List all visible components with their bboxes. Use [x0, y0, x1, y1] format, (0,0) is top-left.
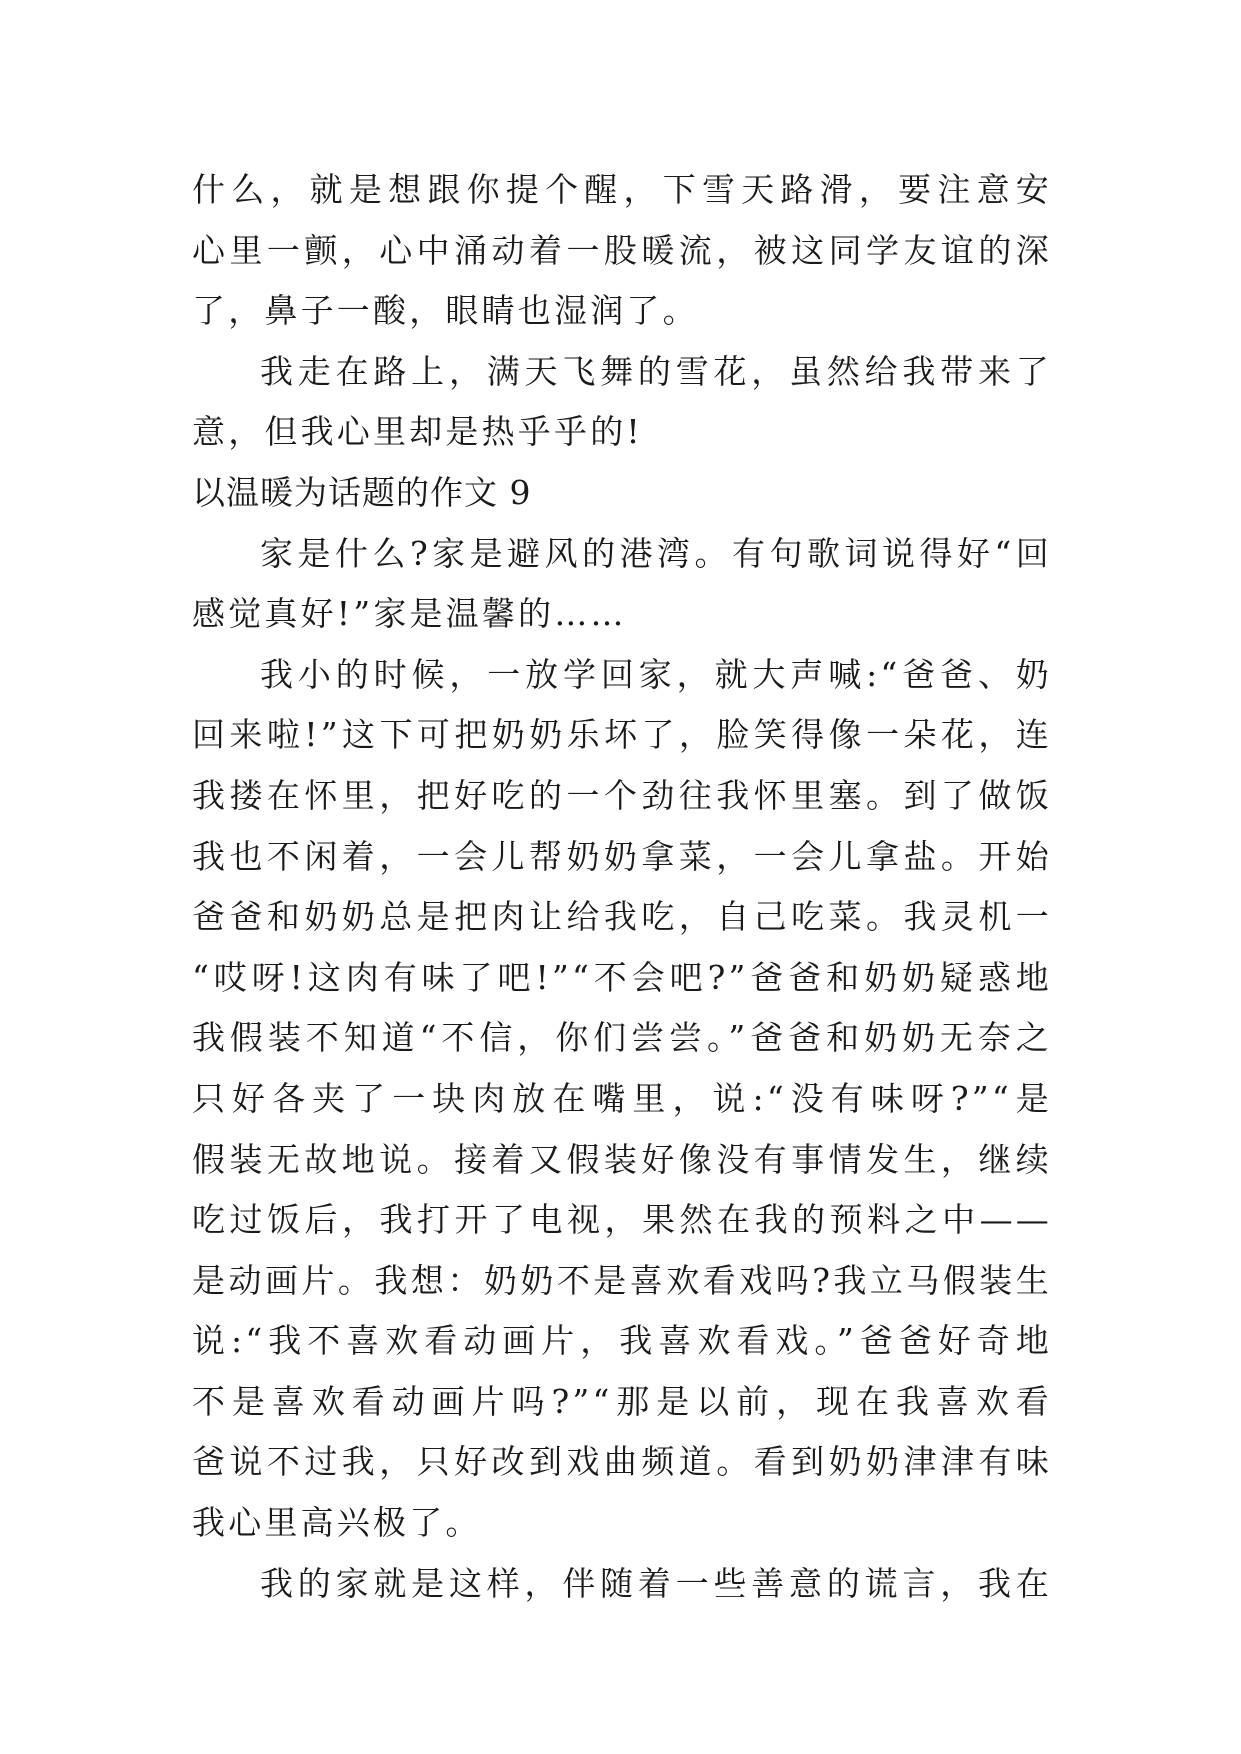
text-line: 爸爸和奶奶总是把肉让给我吃，自己吃菜。我灵机一	[192, 897, 1052, 937]
section-heading: 以温暖为话题的作文 9	[192, 472, 532, 512]
text-line: 只好各夹了一块肉放在嘴里，说:“没有味呀?”“是	[192, 1078, 1052, 1118]
text-line: 了，鼻子一酸，眼睛也湿润了。	[192, 291, 699, 331]
paragraph-start-line: 家是什么?家是避风的港湾。有句歌词说得好“回	[260, 533, 1052, 573]
text-line: 是动画片。我想：奶奶不是喜欢看戏吗?我立马假装生	[192, 1260, 1052, 1300]
text-line: 我搂在怀里，把好吃的一个劲往我怀里塞。到了做饭	[192, 775, 1052, 815]
text-line: 假装无故地说。接着又假装好像没有事情发生，继续	[192, 1139, 1052, 1179]
text-line: 我假装不知道“不信，你们尝尝。”爸爸和奶奶无奈之	[192, 1018, 1052, 1058]
paragraph-start-line: 我小的时候，一放学回家，就大声喊:“爸爸、奶	[260, 654, 1052, 694]
text-line: 回来啦!”这下可把奶奶乐坏了，脸笑得像一朵花，连	[192, 715, 1052, 755]
text-line: 不是喜欢看动画片吗?”“那是以前，现在我喜欢看	[192, 1381, 1052, 1421]
paragraph-start-line: 我走在路上，满天飞舞的雪花，虽然给我带来了	[260, 351, 1052, 391]
text-line: 说:“我不喜欢看动画片，我喜欢看戏。”爸爸好奇地	[192, 1321, 1052, 1361]
text-line: “哎呀!这肉有味了吧!”“不会吧?”爸爸和奶奶疑惑地	[192, 957, 1052, 997]
essay-body	[192, 160, 1052, 1614]
text-line: 吃过饭后，我打开了电视，果然在我的预料之中——	[192, 1200, 1052, 1240]
text-line: 我也不闲着，一会儿帮奶奶拿菜，一会儿拿盐。开始	[192, 836, 1052, 876]
paragraph-start-line: 我的家就是这样，伴随着一些善意的谎言，我在	[260, 1563, 1052, 1603]
text-line: 感觉真好!”家是温馨的……	[192, 594, 627, 634]
text-line: 爸说不过我，只好改到戏曲频道。看到奶奶津津有味	[192, 1442, 1052, 1482]
text-line: 意，但我心里却是热乎乎的!	[192, 412, 643, 452]
text-line: 我心里高兴极了。	[192, 1503, 482, 1543]
text-line: 心里一颤，心中涌动着一股暖流，被这同学友谊的深	[192, 230, 1052, 270]
text-line: 什么，就是想跟你提个醒，下雪天路滑，要注意安	[192, 170, 1052, 209]
